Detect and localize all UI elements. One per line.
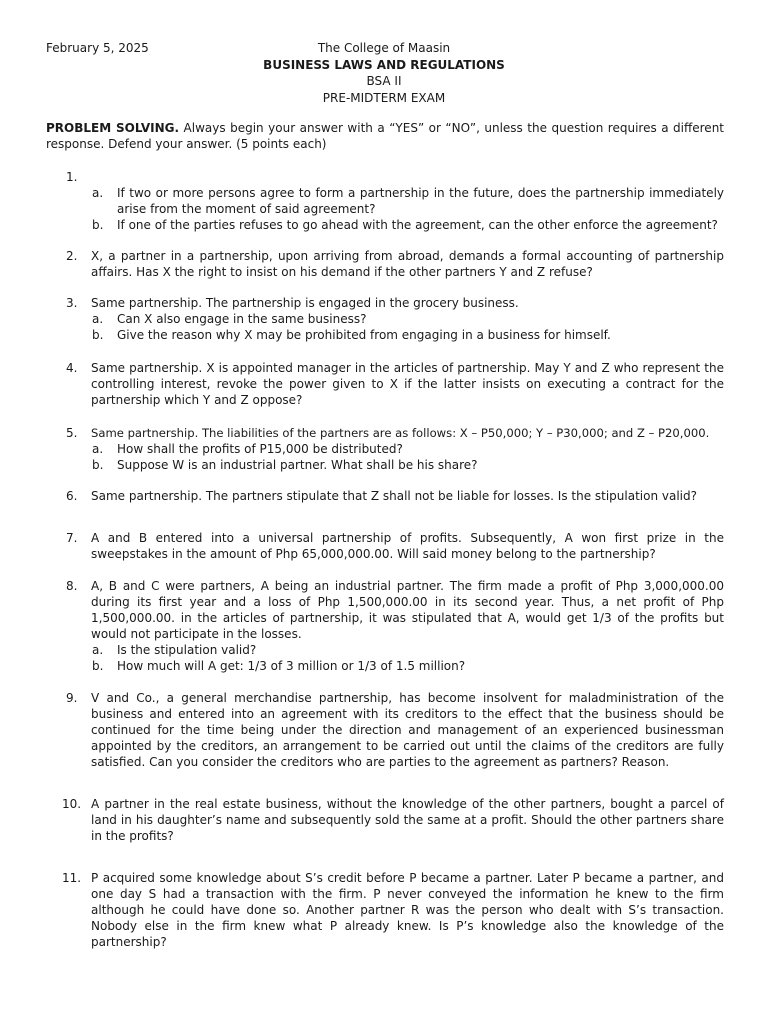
program-name: BSA II (366, 74, 402, 88)
course-title: BUSINESS LAWS AND REGULATIONS (263, 57, 505, 72)
sub-text: How shall the profits of P15,000 be distributed? (117, 442, 403, 456)
question-6 (46, 488, 724, 504)
question-7 (46, 530, 724, 562)
sub-letter: b. (92, 328, 104, 342)
question-text: Same partnership. The partnership is engaged in the grocery business. (91, 296, 519, 310)
question-8 (46, 578, 724, 674)
question-text: Same partnership. X is appointed manager in the articles of partnership. May Y and Z who represent the controlling interest, revoke the power given to X if the latter insists on executing a contract for the partnership which Y and Z oppose? (91, 361, 724, 407)
question-number: 2. (66, 249, 78, 263)
question-number: 7. (66, 531, 78, 545)
exam-header (0, 40, 768, 106)
sub-question-b (92, 327, 724, 343)
question-number: 1. (66, 170, 78, 184)
instructions-text: Always begin your answer with a “YES” or “NO”, unless the question requires a different response. Defend your answer. (5 points each) (46, 121, 724, 151)
sub-text: If one of the parties refuses to go ahead with the agreement, can the other enforce the agreement? (117, 218, 718, 232)
question-number: 3. (66, 296, 78, 310)
sub-letter: a. (92, 442, 104, 456)
question-number: 4. (66, 361, 78, 375)
question-text: Same partnership. The liabilities of the partners are as follows: X – P50,000; Y – P30,000; and Z – P20,000. (91, 426, 710, 440)
exam-title: PRE-MIDTERM EXAM (322, 90, 446, 105)
sub-question-b (92, 658, 724, 674)
question-text: A partner in the real estate business, without the knowledge of the other partners, bought a parcel of land in his daughter’s name and subsequently sold the same at a profit. Should the other partners share in the profits? (91, 797, 724, 843)
exam-date: February 5, 2025 (46, 41, 149, 55)
question-number: 9. (66, 691, 78, 705)
question-5 (46, 425, 724, 473)
instructions-label: PROBLEM SOLVING. (46, 121, 180, 135)
sub-text: Can X also engage in the same business? (117, 312, 367, 326)
sub-letter: b. (92, 218, 104, 232)
question-number: 10. (62, 797, 82, 811)
sub-letter: a. (92, 643, 104, 657)
question-4 (46, 360, 724, 408)
question-text: Same partnership. The partners stipulate that Z shall not be liable for losses. Is the stipulation valid? (91, 489, 698, 503)
sub-text: If two or more persons agree to form a partnership in the future, does the partnership immediately arise from the moment of said agreement? (117, 186, 724, 216)
sub-question-b (92, 217, 724, 233)
question-number: 11. (62, 871, 82, 885)
question-number: 8. (66, 579, 78, 593)
question-3 (46, 295, 724, 343)
sub-question-a (92, 642, 724, 658)
question-text: V and Co., a general merchandise partnership, has become insolvent for maladministration of the business and entered into an agreement with its creditors to the effect that the business should be continued for the time being under the direction and management of an experienced businessman appointed by the creditors, an arrangement to be carried out until the claims of the creditors are fully satisfied. Can you consider the creditors who are parties to the agreement as partners? Reason. (91, 691, 724, 769)
question-10 (46, 796, 724, 844)
question-9 (46, 690, 724, 770)
question-text: A, B and C were partners, A being an industrial partner. The firm made a profit of Php 3,000,000.00 during its first year and a loss of Php 1,500,000.00 in its second year. Thus, a net profit of Php 1,500,000.00. in the articles of partnership, it was stipulated that A, would get 1/3 of the profits but would not participate in the losses. (91, 579, 724, 641)
sub-question-a (92, 311, 724, 327)
sub-question-a (92, 441, 724, 457)
question-2 (46, 248, 724, 280)
question-number: 5. (66, 426, 78, 440)
question-11 (46, 870, 724, 950)
sub-text: How much will A get: 1/3 of 3 million or 1/3 of 1.5 million? (117, 659, 466, 673)
question-number: 6. (66, 489, 78, 503)
question-text: A and B entered into a universal partnership of profits. Subsequently, A won first prize in the sweepstakes in the amount of Php 65,000,000.00. Will said money belong to the partnership? (91, 531, 724, 561)
sub-question-b (92, 457, 724, 473)
instructions (46, 120, 724, 152)
sub-letter: a. (92, 312, 104, 326)
question-text: X, a partner in a partnership, upon arriving from abroad, demands a formal accounting of partnership affairs. Has X the right to insist on his demand if the other partners Y and Z refuse? (91, 249, 724, 279)
question-1 (46, 169, 724, 233)
sub-question-a (92, 185, 724, 217)
sub-letter: b. (92, 458, 104, 472)
sub-text: Give the reason why X may be prohibited from engaging in a business for himself. (117, 328, 611, 342)
question-text (91, 169, 724, 185)
sub-text: Is the stipulation valid? (117, 643, 257, 657)
question-text: P acquired some knowledge about S’s credit before P became a partner. Later P became a partner, and one day S had a transaction with the firm. P never conveyed the information he knew to the firm although he could have done so. Another partner R was the person who dealt with S’s transaction. Nobody else in the firm knew what P already knew. Is P’s knowledge also the knowledge of the partnership? (91, 871, 724, 949)
sub-letter: b. (92, 659, 104, 673)
sub-text: Suppose W is an industrial partner. What shall be his share? (117, 458, 478, 472)
sub-letter: a. (92, 186, 104, 200)
school-name: The College of Maasin (317, 41, 451, 55)
